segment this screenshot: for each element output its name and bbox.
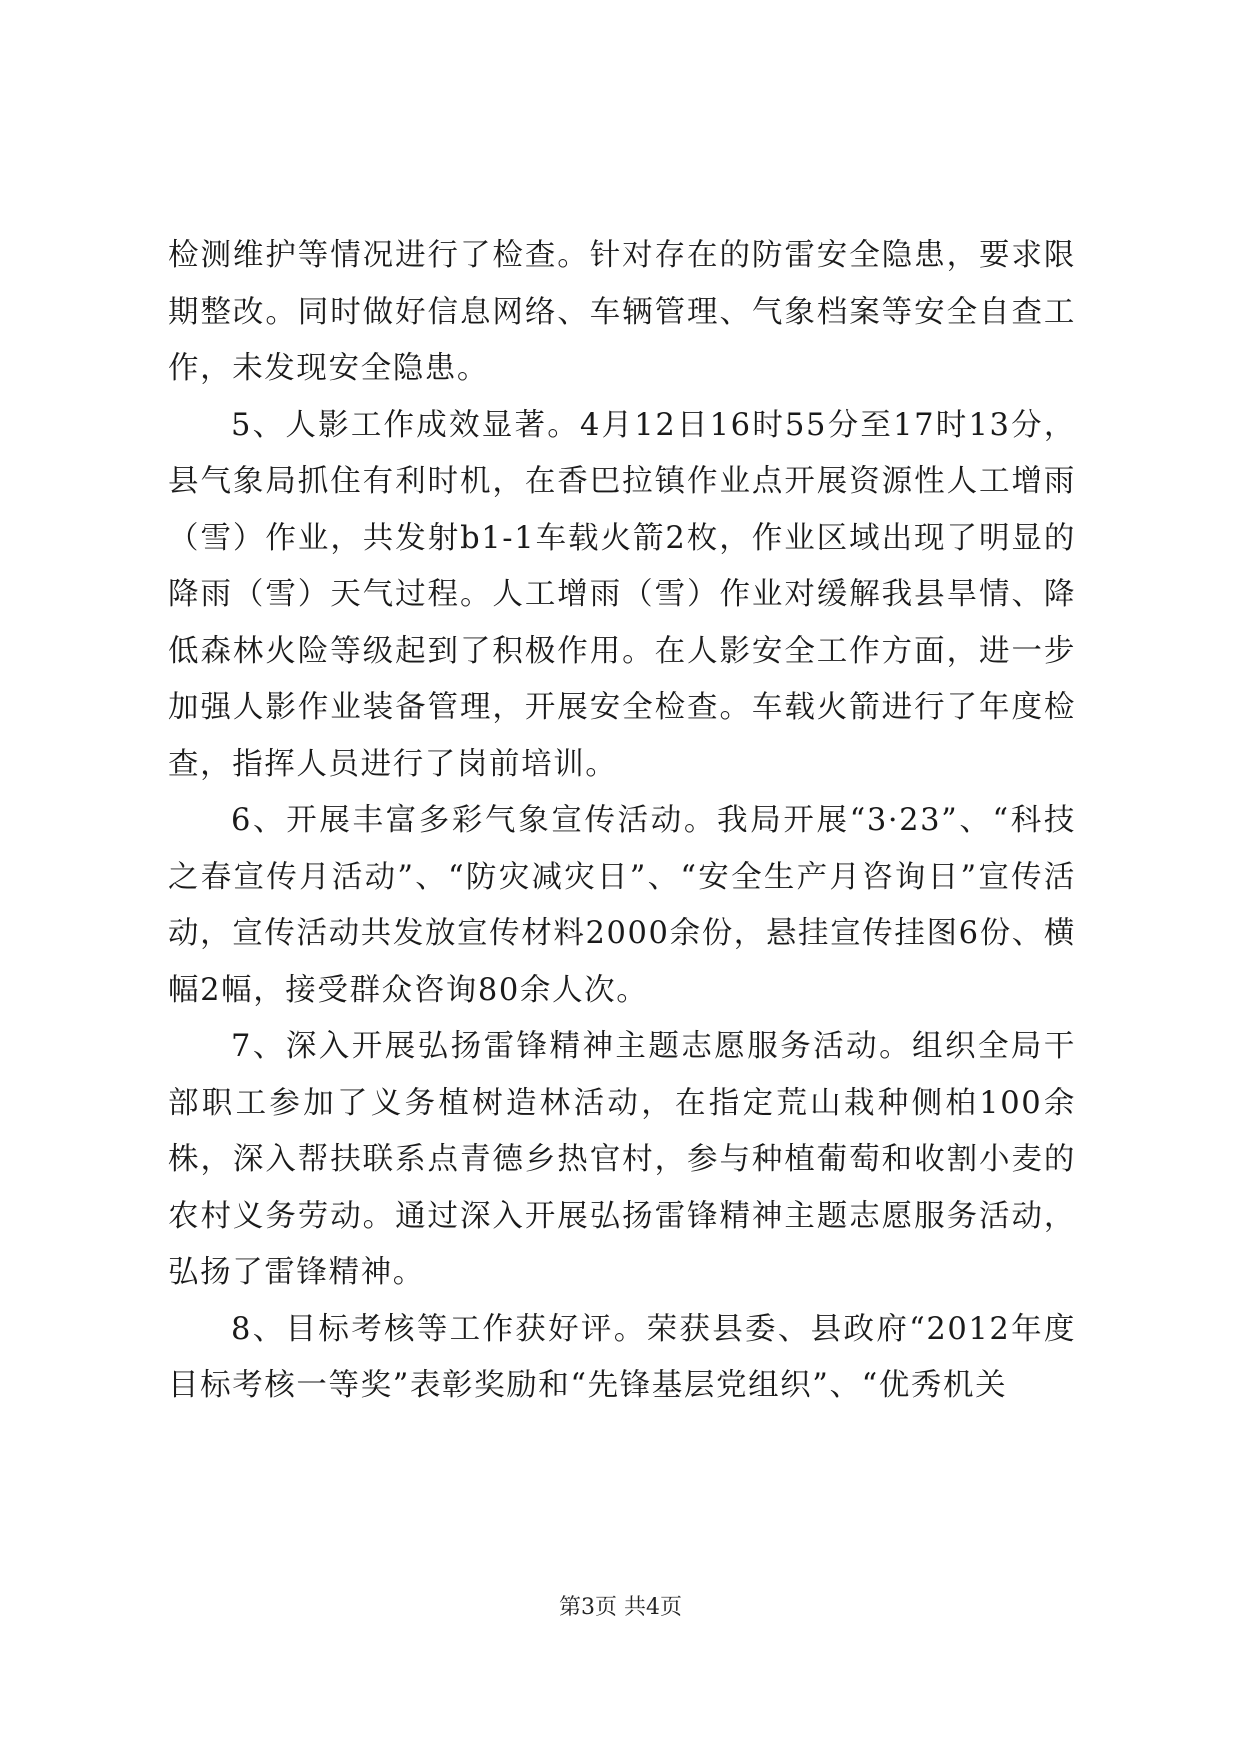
paragraph-item-5: 5、人影工作成效显著。4月12日16时55分至17时13分，县气象局抓住有利时机，在香巴拉镇作业点开展资源性人工增雨（雪）作业，共发射b1-1车载火箭2枚，作业区域出现了明显的降雨（雪）天气过程。人工增雨（雪）作业对缓解我县旱情、降低森林火险等级起到了积极作用。在人影安全工作方面，进一步加强人影作业装备管理，开展安全检查。车载火箭进行了年度检查，指挥人员进行了岗前培训。	[168, 407, 1076, 782]
paragraph-item-8: 8、目标考核等工作获好评。荣获县委、县政府“2012年度目标考核一等奖”表彰奖励和“先锋基层党组织”、“优秀机关	[168, 1311, 1076, 1403]
paragraph-continuation: 检测维护等情况进行了检查。针对存在的防雷安全隐患，要求限期整改。同时做好信息网络、车辆管理、气象档案等安全自查工作，未发现安全隐患。	[168, 238, 1076, 386]
paragraph-item-6: 6、开展丰富多彩气象宣传活动。我局开展“3·23”、“科技之春宣传月活动”、“防灾减灾日”、“安全生产月咨询日”宣传活动，宣传活动共发放宣传材料2000余份，悬挂宣传挂图6份、横幅2幅，接受群众咨询80余人次。	[168, 803, 1076, 1008]
page-number-footer: 第3页 共4页	[559, 1595, 682, 1620]
paragraph-item-7: 7、深入开展弘扬雷锋精神主题志愿服务活动。组织全局干部职工参加了义务植树造林活动，在指定荒山栽种侧柏100余株，深入帮扶联系点青德乡热官村，参与种植葡萄和收割小麦的农村义务劳动。通过深入开展弘扬雷锋精神主题志愿服务活动，弘扬了雷锋精神。	[168, 1029, 1076, 1290]
document-body	[168, 228, 1076, 1415]
